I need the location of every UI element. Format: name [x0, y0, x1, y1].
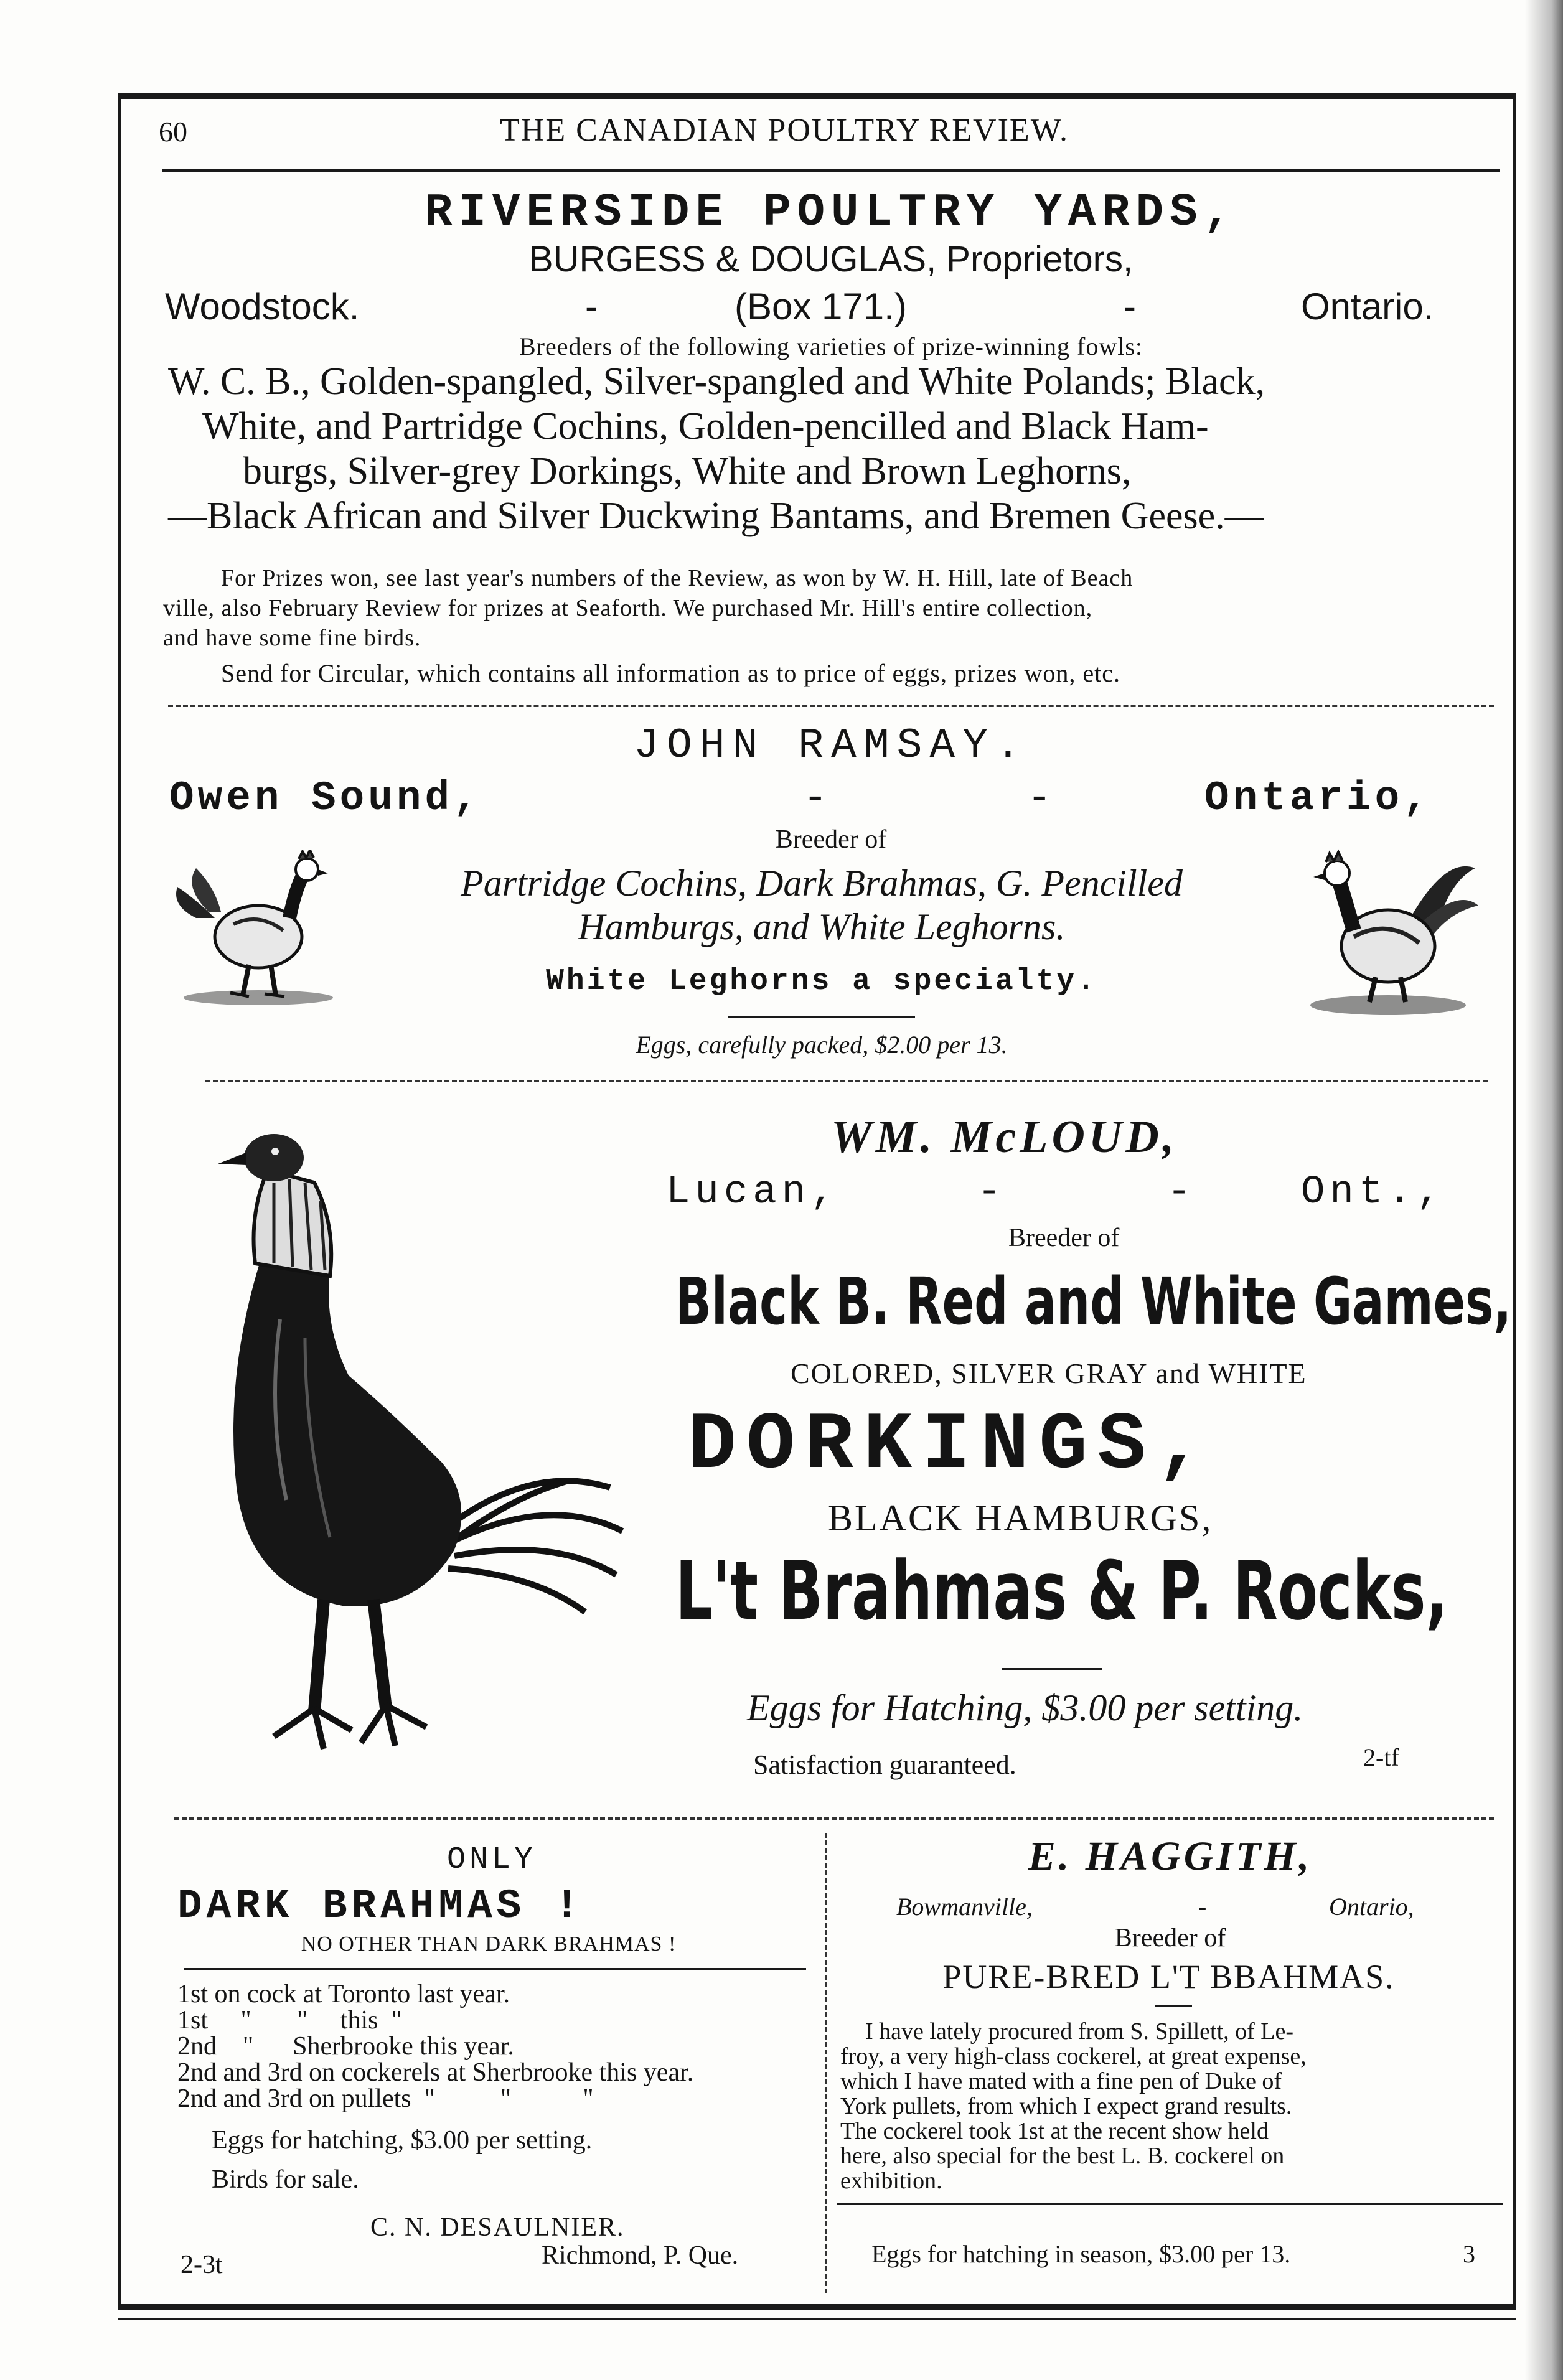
ad3-separator: - — [977, 1170, 1008, 1215]
ad4-prize-line: 2nd " Sherbrooke this year. — [177, 2032, 514, 2061]
ad4-name: C. N. DESAULNIER. — [370, 2213, 625, 2242]
ad5-body-line: froy, a very high-class cockerel, at great expense, — [840, 2043, 1307, 2069]
ad1-province: Ontario. — [1301, 286, 1434, 327]
ad4-only: ONLY — [446, 1842, 537, 1878]
ad1-variety-line: W. C. B., Golden-spangled, Silver-spangled and White Polands; Black, — [168, 360, 1265, 403]
ad1-variety-line: burgs, Silver-grey Dorkings, White and Brown Leghorns, — [243, 450, 1132, 492]
ad2-separator: - — [1027, 775, 1058, 822]
ad2-eggs: Eggs, carefully packed, $2.00 per 13. — [636, 1031, 1008, 1059]
header-rule — [162, 169, 1500, 172]
ad1-prizes-line: For Prizes won, see last year's numbers of the Review, as won by W. H. Hill, late of Beach — [221, 565, 1134, 591]
frame-top-rule — [118, 93, 1516, 99]
ad2-breeder-of: Breeder of — [775, 825, 887, 854]
ad4-birds: Birds for sale. — [212, 2165, 359, 2194]
ad2-province: Ontario, — [1204, 775, 1432, 822]
rooster-left-illustration — [171, 850, 345, 1008]
ad5-body-line: here, also special for the best L. B. cockerel on — [840, 2143, 1285, 2169]
ad5-short-rule — [1155, 2005, 1192, 2007]
ad3-short-rule — [1002, 1668, 1102, 1670]
ad4-prize-line: 1st on cock at Toronto last year. — [177, 1980, 510, 2008]
page-number: 60 — [159, 116, 187, 148]
ad3-hamburgs: BLACK HAMBURGS, — [828, 1497, 1213, 1539]
ad4-prize-line: 2nd and 3rd on pullets " " " — [177, 2084, 594, 2113]
ad5-insertion: 3 — [1463, 2240, 1475, 2268]
game-cock-illustration — [181, 1114, 647, 1799]
journal-title: THE CANADIAN POULTRY REVIEW. — [500, 113, 1069, 148]
ad1-prizes-line: ville, also February Review for prizes at Seaforth. We purchased Mr. Hill's entire collection, — [163, 595, 1093, 621]
ad1-town: Woodstock. — [165, 286, 360, 327]
ad5-body-line: exhibition. — [840, 2168, 942, 2194]
ad4-rule — [184, 1968, 806, 1970]
ad1-circular: Send for Circular, which contains all information as to price of eggs, prizes won, etc. — [221, 659, 1121, 687]
ad3-brahmas: L't Brahmas & P. Rocks, — [675, 1544, 1448, 1638]
ad1-box: (Box 171.) — [735, 286, 907, 327]
ad4-prize-line: 2nd and 3rd on cockerels at Sherbrooke this year. — [177, 2058, 694, 2087]
frame-bottom-rule-2 — [118, 2318, 1516, 2320]
ad1-variety-line: White, and Partridge Cochins, Golden-pencilled and Black Ham- — [202, 405, 1209, 447]
ad1-intro: Breeders of the following varieties of prize-winning fowls: — [519, 332, 1143, 360]
ad1-proprietors: BURGESS & DOUGLAS, Proprietors, — [528, 239, 1134, 279]
ad4-eggs: Eggs for hatching, $3.00 per setting. — [212, 2126, 593, 2155]
ad2-breeds-line: Partridge Cochins, Dark Brahmas, G. Pencilled — [461, 863, 1183, 904]
ad4-no-other: NO OTHER THAN DARK BRAHMAS ! — [301, 1933, 677, 1956]
column-divider — [825, 1833, 827, 2293]
ad3-separator: - — [1167, 1170, 1198, 1215]
ad5-body-line: York pullets, from which I expect grand results. — [840, 2093, 1292, 2119]
ad-divider — [174, 1817, 1494, 1820]
ad5-province: Ontario, — [1329, 1893, 1414, 1921]
ad4-insertion: 2-3t — [181, 2251, 223, 2279]
ad3-province: Ont., — [1301, 1170, 1446, 1215]
ad5-body-line: which I have mated with a fine pen of Duke of — [840, 2068, 1282, 2094]
ad1-title: RIVERSIDE POULTRY YARDS, — [425, 187, 1237, 239]
ad5-body-line: The cockerel took 1st at the recent show held — [840, 2118, 1269, 2144]
ad3-dorkings: DORKINGS, — [688, 1400, 1215, 1492]
ad5-rule — [837, 2203, 1503, 2205]
ad5-town: Bowmanville, — [896, 1893, 1033, 1921]
ad1-variety-line: —Black African and Silver Duckwing Bantams, and Bremen Geese.— — [168, 495, 1264, 537]
ad1-separator: - — [1124, 286, 1136, 327]
binding-edge-shadow — [1525, 0, 1563, 2380]
ad3-breeder-of: Breeder of — [1008, 1224, 1120, 1252]
ad4-prize-line: 1st " " this " — [177, 2006, 402, 2035]
frame-bottom-rule — [118, 2304, 1516, 2310]
ad3-dorking-colors: COLORED, SILVER GRAY and WHITE — [791, 1357, 1307, 1389]
ad5-body-line: I have lately procured from S. Spillett, of Le- — [865, 2018, 1294, 2045]
ad1-prizes-line: and have some fine birds. — [163, 625, 421, 651]
ad-divider — [168, 705, 1494, 707]
ad2-separator: - — [803, 775, 834, 822]
ad4-address: Richmond, P. Que. — [542, 2241, 739, 2270]
ad2-short-rule — [728, 1016, 915, 1018]
ad1-separator: - — [585, 286, 598, 327]
ad4-dark-brahmas: DARK BRAHMAS ! — [177, 1883, 584, 1929]
rooster-right-illustration — [1295, 843, 1481, 1021]
ad5-name: E. HAGGITH, — [1028, 1834, 1313, 1879]
ad3-name: WM. McLOUD, — [831, 1112, 1178, 1163]
ad3-eggs: Eggs for Hatching, $3.00 per setting. — [747, 1687, 1303, 1728]
ad-divider — [205, 1080, 1488, 1082]
ad5-separator: - — [1198, 1893, 1207, 1921]
ad2-name: JOHN RAMSAY. — [634, 722, 1028, 770]
ad5-eggs: Eggs for hatching in season, $3.00 per 13. — [871, 2240, 1291, 2268]
ad5-breeder-of: Breeder of — [1114, 1924, 1226, 1952]
ad3-games: Black B. Red and White Games, — [675, 1263, 1512, 1339]
ad2-breeds-line: Hamburgs, and White Leghorns. — [578, 906, 1066, 947]
frame-left-rule — [118, 93, 121, 2306]
ad3-satisfaction: Satisfaction guaranteed. — [753, 1750, 1016, 1780]
ad2-specialty: White Leghorns a specialty. — [546, 965, 1097, 998]
frame-right-rule — [1513, 93, 1516, 2306]
ad2-town: Owen Sound, — [169, 775, 482, 822]
ad3-town: Lucan, — [666, 1170, 840, 1215]
ad3-insertion: 2-tf — [1363, 1743, 1399, 1771]
ad5-breed: PURE-BRED L'T BBAHMAS. — [942, 1958, 1395, 1995]
